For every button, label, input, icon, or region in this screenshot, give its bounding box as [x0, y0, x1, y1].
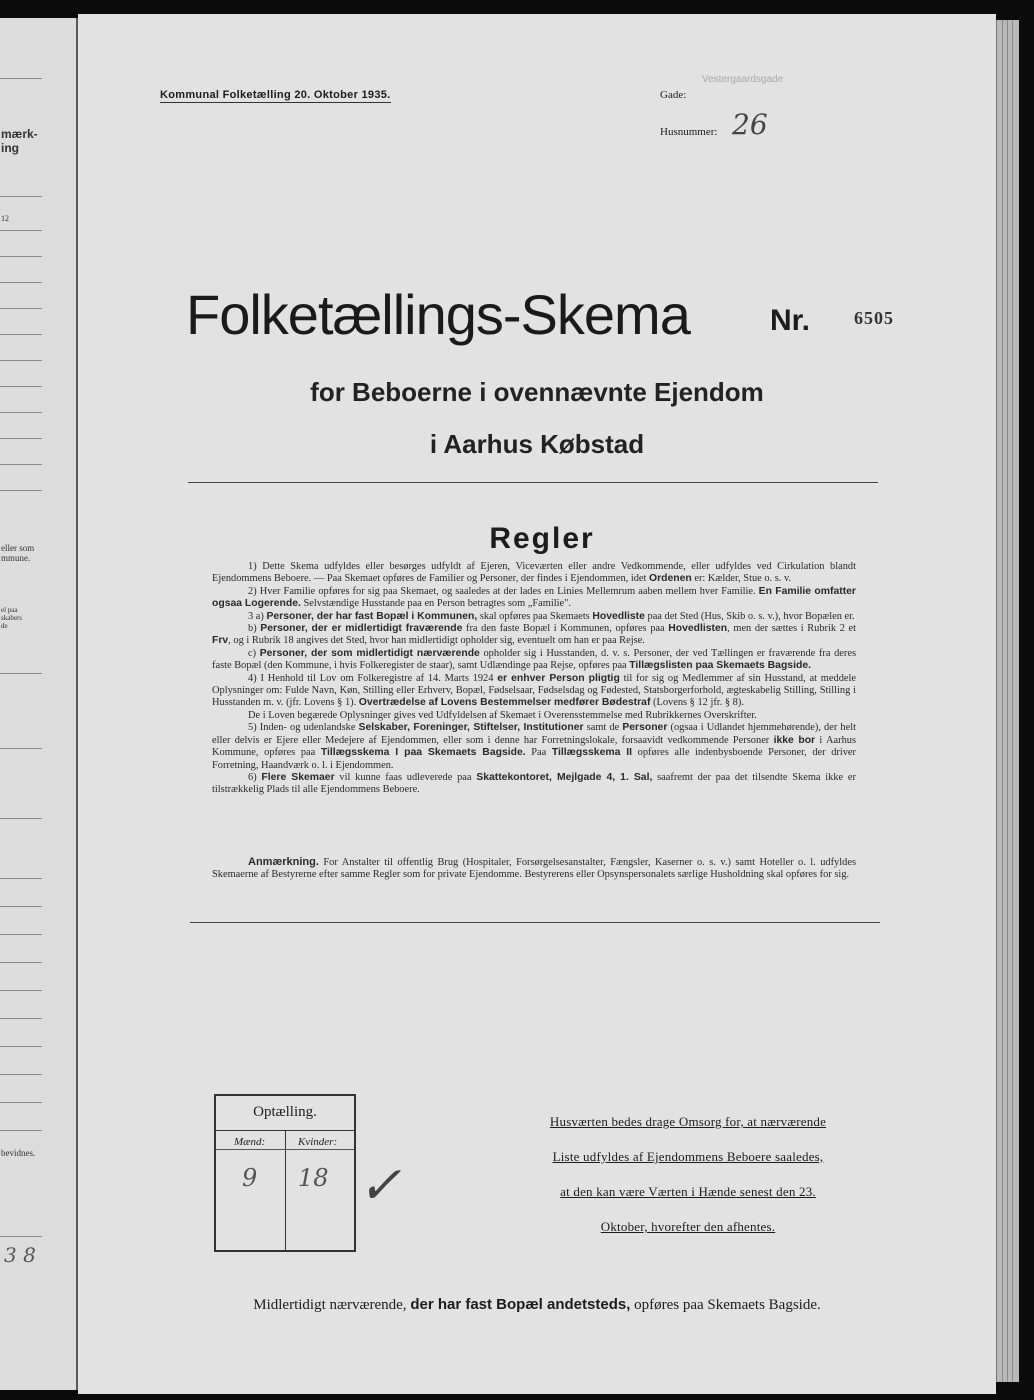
tally-box: [214, 1094, 356, 1252]
adjacent-page-text: 12: [1, 214, 9, 223]
rule-paragraph: [212, 586, 856, 611]
rule-text: 6): [248, 771, 262, 783]
tally-women-label: Kvinder:: [298, 1136, 338, 1148]
ruled-line: [0, 360, 42, 361]
rule-text: vil kunne faas udleverede paa: [334, 771, 477, 783]
rule-text: 1) Dette Skema udfyldes eller besørges udfyldt af Ejeren, Viceværten eller andre Vedkommende, eller udfyldes ved Cirkulation blandt Ejendommens Beboere. — Paa Skemaet opføres de Familier og Personer, der findes i Ejendommen, idet: [212, 561, 856, 585]
rule-emphasis: Personer: [622, 722, 668, 734]
rule-emphasis: Personer, der er midlertidigt fraværende: [260, 623, 463, 635]
rule-text: paa det Sted (Hus, Skib o. s. v.), hvor Bopælen er.: [644, 610, 855, 622]
tally-men-count: 9: [242, 1164, 258, 1192]
rules-text: [212, 561, 856, 797]
notice-line: Liste udfyldes af Ejendommens Beboere saaledes,: [552, 1149, 824, 1164]
tally-women-count: 18: [298, 1164, 329, 1192]
rule-paragraph: [212, 772, 856, 797]
ruled-line: [0, 990, 42, 991]
rule-emphasis: Frv: [212, 635, 229, 647]
rule-emphasis: Tillægsskema II: [551, 747, 633, 759]
form-number: 6505: [854, 308, 894, 328]
notice-line: Oktober, hvorefter den afhentes.: [600, 1219, 776, 1234]
rules-heading: Regler: [489, 522, 595, 555]
rule-emphasis: Selskaber, Foreninger, Stiftelser, Institutioner: [358, 722, 584, 734]
rule-text: , og i Rubrik 18 angives det Sted, hvor han midlertidigt opholder sig, eventuelt om han er paa Rejse.: [228, 635, 645, 647]
form-location: i Aarhus Købstad: [429, 429, 645, 459]
rule-emphasis: Hovedliste: [592, 610, 645, 622]
remark-label: Anmærkning.: [248, 856, 319, 868]
rule-text: 2) Hver Familie opføres for sig paa Skemaet, og saaledes at der lades en Linies Mellemrum aaben mellem hver Familie.: [248, 585, 759, 597]
rule-text: 3 a): [248, 610, 267, 622]
ruled-line: [0, 818, 42, 819]
rule-text: til for sig og Medlemmer af sin Husstand, at meddele Oplysninger om: Fulde Navn, Køn, Stilling eller Erhverv, Bopæl, Fødselsaar, Fødselsdag og Fødested, Statsborgerforhold, ægteskabelig Stilling, Stilling i Husstanden m. v. (jfr. Lovens § 1).: [212, 672, 856, 709]
census-form-page: [78, 14, 996, 1394]
notice-line: at den kan være Værten i Hænde senest den 23.: [560, 1184, 816, 1199]
ruled-line: [0, 906, 42, 907]
rule-emphasis: Tillægslisten paa Skemaets Bagside.: [629, 660, 811, 672]
rule-emphasis: Skattekontoret, Mejlgade 4, 1. Sal,: [476, 771, 653, 783]
ruled-line: [0, 334, 42, 335]
census-header-line: Kommunal Folketælling 20. Oktober 1935.: [160, 89, 391, 101]
check-mark: ✓: [358, 1156, 402, 1216]
rule-text: (Lovens § 12 jfr. § 8).: [650, 697, 744, 709]
house-number-value: 26: [732, 108, 768, 141]
remark: [212, 856, 856, 882]
rule-text: De i Loven begærede Oplysninger gives ved Udfyldelsen af Skemaet i Overensstemmelse med Rubrikkernes Overskrifter.: [248, 709, 757, 721]
street-label: Gade:: [660, 89, 687, 101]
rule-paragraph: [212, 648, 856, 673]
tally-divider: [285, 1130, 286, 1250]
rule-text: (ogsaa i Udlandet hjemmehørende), der helt eller delvis er Ejere eller Medejere af Ejendommen, eller som i denne har Forretningslokale, forsaavidt vedkommende Personer: [212, 722, 856, 746]
remark-text: For Anstalter til offentlig Brug (Hospitaler, Forsørgelsesanstalter, Fængsler, Kaserner o. s. v.) samt Hoteller o. l. udfyldes Skemaerne af Bestyrerne efter samme Regler som for private Ejendomme. Bestyrerens eller Opsynspersonalets særlige Husholdning skal opføres for sig.: [212, 857, 856, 881]
rule-text: samt de: [583, 722, 623, 734]
rule-text: fra den faste Bopæl i Kommunen, opføres paa: [462, 623, 669, 635]
rule-text: b): [248, 623, 261, 635]
number-label: Nr.: [770, 304, 811, 337]
rule-paragraph: [212, 561, 856, 586]
ruled-line: [0, 230, 42, 231]
rule-paragraph: [212, 623, 856, 648]
ruled-line: [0, 1236, 42, 1237]
ruled-line: [0, 438, 42, 439]
footer-text: opføres paa Skemaets Bagside.: [630, 1297, 821, 1313]
ruled-line: [0, 673, 42, 674]
rule-text: 4) I Henhold til Lov om Folkeregistre af 14. Marts 1924: [248, 672, 498, 684]
rule-paragraph: [212, 673, 856, 710]
rule-paragraph: [212, 722, 856, 772]
ruled-line: [0, 1074, 42, 1075]
ruled-line: [0, 878, 42, 879]
ruled-line: [0, 1102, 42, 1103]
rule-text: er: Kælder, Stue o. s. v.: [691, 573, 792, 585]
rule-emphasis: Flere Skemaer: [261, 771, 335, 783]
rule-text: skal opføres paa Skemaets: [477, 610, 593, 622]
ruled-line: [0, 1046, 42, 1047]
tally-divider: [216, 1149, 354, 1150]
ruled-line: [0, 196, 42, 197]
ruled-line: [0, 412, 42, 413]
ruled-line: [0, 78, 42, 79]
rule-emphasis: Tillægsskema I paa Skemaets Bagside.: [320, 747, 526, 759]
rule-emphasis: En Familie omfatter ogsaa Logerende.: [212, 585, 856, 610]
tally-men-label: Mænd:: [234, 1136, 266, 1148]
ruled-line: [0, 934, 42, 935]
divider: [188, 482, 878, 483]
rule-text: i Aarhus Kommune, opføres paa: [212, 734, 856, 759]
adjacent-page-text: eller som mmune.: [1, 543, 35, 564]
rule-text: Selvstændige Husstande paa en Person betragtes som „Familie".: [300, 598, 571, 610]
rule-text: , men der sættes i Rubrik 2 et: [727, 623, 856, 635]
house-number-label: Husnummer:: [660, 126, 718, 138]
rule-text: 5) Inden- og udenlandske: [248, 722, 359, 734]
ruled-line: [0, 308, 42, 309]
ruled-line: [0, 962, 42, 963]
rule-paragraph: [212, 611, 856, 623]
adjacent-page-text: mærk- ing: [1, 127, 38, 155]
rule-text: Paa: [525, 747, 552, 759]
rule-emphasis: Hovedlisten: [668, 623, 728, 635]
rule-emphasis: Personer, der har fast Bopæl i Kommunen,: [266, 610, 478, 622]
notice-line: Husværten bedes drage Omsorg for, at nærværende: [549, 1114, 827, 1129]
rule-text: opholder sig i Husstanden, d. v. s. Personer, der ved Tællingen er fraværende fra deres faste Bopæl (den Kommune, i hvis Folkeregister de staar), samt Udlændinge paa Rejse, opføres paa: [212, 647, 857, 672]
ruled-line: [0, 386, 42, 387]
ruled-line: [0, 464, 42, 465]
ruled-line: [0, 256, 42, 257]
rule-text: opføres alle indenbysboende Personer, der driver Forretning, Haandværk o. l. i Ejendommen.: [212, 747, 856, 771]
ruled-line: [0, 282, 42, 283]
page-edge-stack: [996, 20, 1019, 1382]
ruled-line: [0, 490, 42, 491]
adjacent-page-handwriting: 3 8: [4, 1243, 36, 1267]
rule-text: saafremt der paa det tilsendte Skema ikke er tilstrækkelig Plads til alle Ejendommens Beboere.: [212, 771, 856, 796]
footer-note: [78, 1296, 996, 1314]
rule-emphasis: Personer, der som midlertidigt nærværende: [259, 647, 480, 659]
rule-emphasis: ikke bor: [773, 734, 816, 746]
rule-emphasis: Ordenen: [649, 573, 692, 585]
adjacent-page-text: bevidnes.: [1, 1148, 36, 1158]
tally-title: Optælling.: [253, 1104, 317, 1120]
footer-text-bold: der har fast Bopæl andetsteds,: [410, 1296, 631, 1313]
adjacent-page-fragment: [0, 18, 78, 1390]
footer-text: Midlertidigt nærværende,: [253, 1297, 411, 1313]
form-subtitle: for Beboerne i ovennævnte Ejendom: [310, 377, 764, 407]
ruled-line: [0, 748, 42, 749]
rule-emphasis: er enhver Person pligtig: [497, 672, 620, 684]
rule-paragraph: [212, 710, 856, 722]
form-title: Folketællings-Skema: [186, 283, 690, 346]
rule-emphasis: Overtrædelse af Lovens Bestemmelser medfører Bødestraf: [358, 697, 651, 709]
divider: [190, 922, 880, 923]
ruled-line: [0, 1018, 42, 1019]
rule-text: c): [248, 647, 260, 659]
ruled-line: [0, 1130, 42, 1131]
street-value: Vestergaardsgade: [702, 74, 784, 85]
adjacent-page-text: el paa skabers de: [1, 606, 22, 631]
